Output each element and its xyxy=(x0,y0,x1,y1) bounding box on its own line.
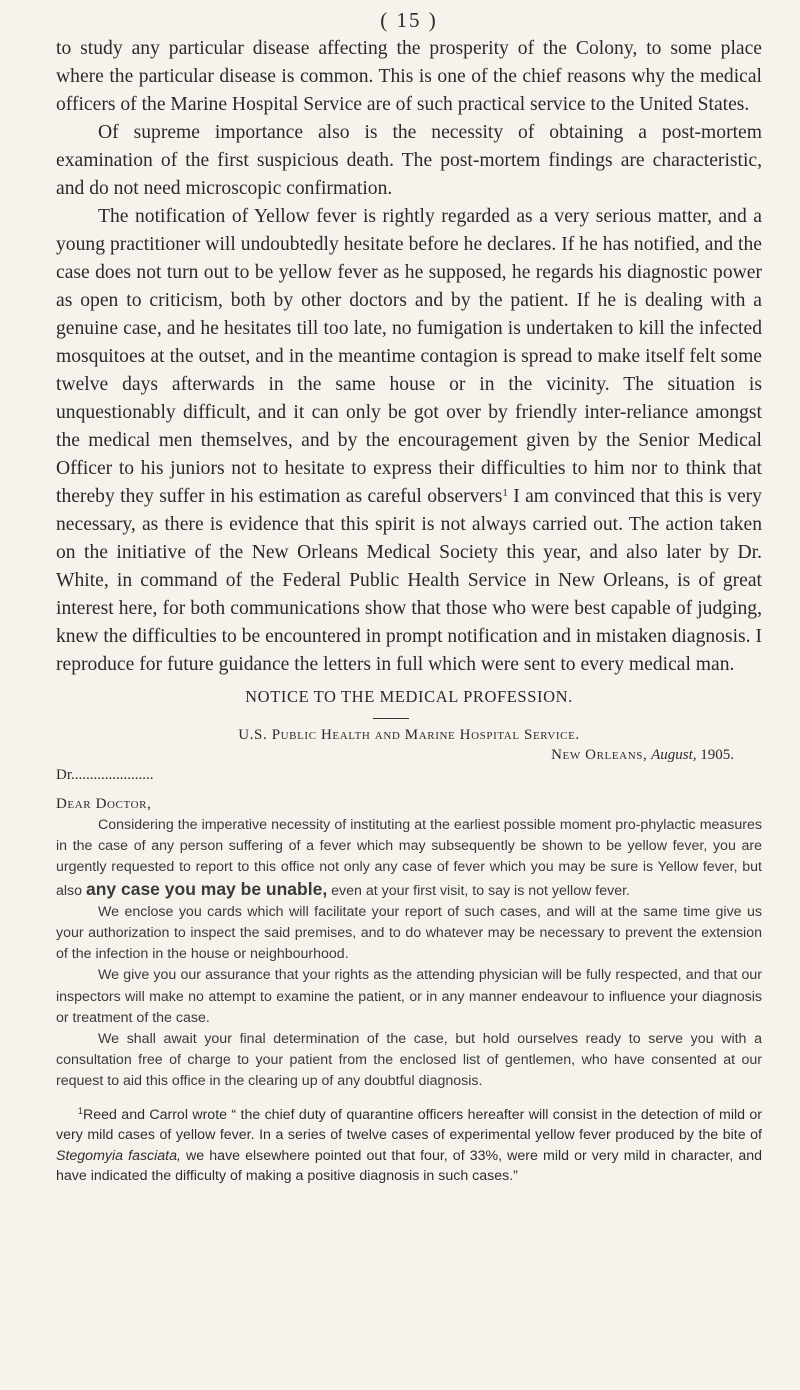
heading-rule xyxy=(373,718,409,719)
addressee-line: Dr...................... xyxy=(56,767,154,783)
notice-heading: NOTICE TO THE MEDICAL PROFESSION. xyxy=(245,687,573,706)
paragraph-3-part-b: I am convinced that this is very necessary, as there is evidence that this spirit is not always carried out. The action taken on the initiative of the New Orleans Medical Society this year, and also later by Dr. White, in command of the Federal Public Health Service in New Orleans, is of great interest here, for both communications show that those who were best capable of judging, knew the difficulties to be encountered in prompt notification and in mistaken diagnosis. I reproduce for future guidance the letters in full which were sent to every medical man. xyxy=(56,486,762,675)
letter-paragraph-1-part-b: even at your first visit, to say is not yellow fever. xyxy=(327,882,630,899)
letter-paragraph-3: We give you our assurance that your rights as the attending physician will be fully respected, and that our inspectors will make no attempt to examine the patient, or in any manner endeavour to influence your diagnosis or treatment of the case. xyxy=(56,967,762,1026)
letter-paragraph-2: We enclose you cards which will facilitate your report of such cases, and will at the same time give us your authorization to inspect the said premises, and to do whatever may be necessary to prevent the extension of the infection in the house or neighbourhood. xyxy=(56,903,762,963)
letter-body xyxy=(56,815,762,1093)
salutation: Dear Doctor, xyxy=(56,796,152,812)
paragraph-1: to study any particular disease affecting the prosperity of the Colony, to some place where the particular disease is common. This is one of the chief reasons why the medical officers of the Marine Hospital Service are of such practical service to the United States. xyxy=(56,38,762,115)
page-number: ( 15 ) xyxy=(380,8,438,32)
footnote-species: Stegomyia fasciata, xyxy=(56,1147,181,1164)
letter-date-line xyxy=(56,745,762,766)
letter-emphasis: any case you may be unable, xyxy=(85,878,328,899)
footnote xyxy=(56,1105,762,1187)
book-page xyxy=(56,0,762,1187)
letter-paragraph-1-part-a: Considering the imperative necessity of instituting at the earliest possible moment pro-phylactic measures in the case of any person suffering of a fever which may subsequently be shown to be yellow fever, you are urgently requested to report to this office not only any case of fever which you may be sure is Yellow fever, but also xyxy=(56,817,762,899)
footnote-text xyxy=(56,1105,762,1187)
footnote-part-b: we have elsewhere pointed out that four, of 33%, were mild or very mild in character, and have indicated the difficulty of making a positive diagnosis in such cases.” xyxy=(56,1147,762,1185)
footnote-part-a: Reed and Carrol wrote “ the chief duty of quarantine officers hereafter will consist in the detection of mild or very mild cases of yellow fever. In a series of twelve cases of experimental yellow fever produced by the bite of xyxy=(56,1106,762,1144)
footnote-mark: 1 xyxy=(78,1105,84,1116)
letter-year: 1905. xyxy=(696,747,734,763)
letter-month: August, xyxy=(651,747,697,763)
letter-paragraph-4: We shall await your final determination of the case, but hold ourselves ready to serve you with a consultation free of charge to your patient from the enclosed list of gentlemen, who have consented at our request to aid this office in the clearing up of any doubtful diagnosis. xyxy=(56,1031,762,1090)
paragraph-3-part-a: The notification of Yellow fever is rightly regarded as a very serious matter, and a young practitioner will undoubtedly hesitate before he declares. If he has notified, and the case does not turn out to be yellow fever as he supposed, he regards his diagnostic power as open to criticism, both by other doctors and by the patient. If he is dealing with a genuine case, and he hesitates till too late, no fumigation is undertaken to kill the infected mosquitoes at the outset, and in the meantime contagion is spread to make itself felt some twelve days afterwards in the same house or in the vicinity. The situation is unquestionably difficult, and it can only be got over by friendly inter-reliance amongst the medical men themselves, and by the encouragement given by the Senior Medical Officer to his juniors not to hesitate to express their difficulties to him nor to think that thereby they suffer in his estimation as careful observers xyxy=(56,206,762,507)
footnote-reference: 1 xyxy=(502,487,508,499)
letter-paragraph-1 xyxy=(56,815,762,902)
main-text xyxy=(56,35,762,679)
paragraph-3 xyxy=(56,203,762,679)
service-name: U.S. Public Health and Marine Hospital Service. xyxy=(238,727,580,743)
paragraph-2: Of supreme importance also is the necessity of obtaining a post-mortem examination of the first suspicious death. The post-mortem findings are characteristic, and do not need microscopic confirmation. xyxy=(56,122,762,199)
letter-place: New Orleans, xyxy=(551,747,648,763)
